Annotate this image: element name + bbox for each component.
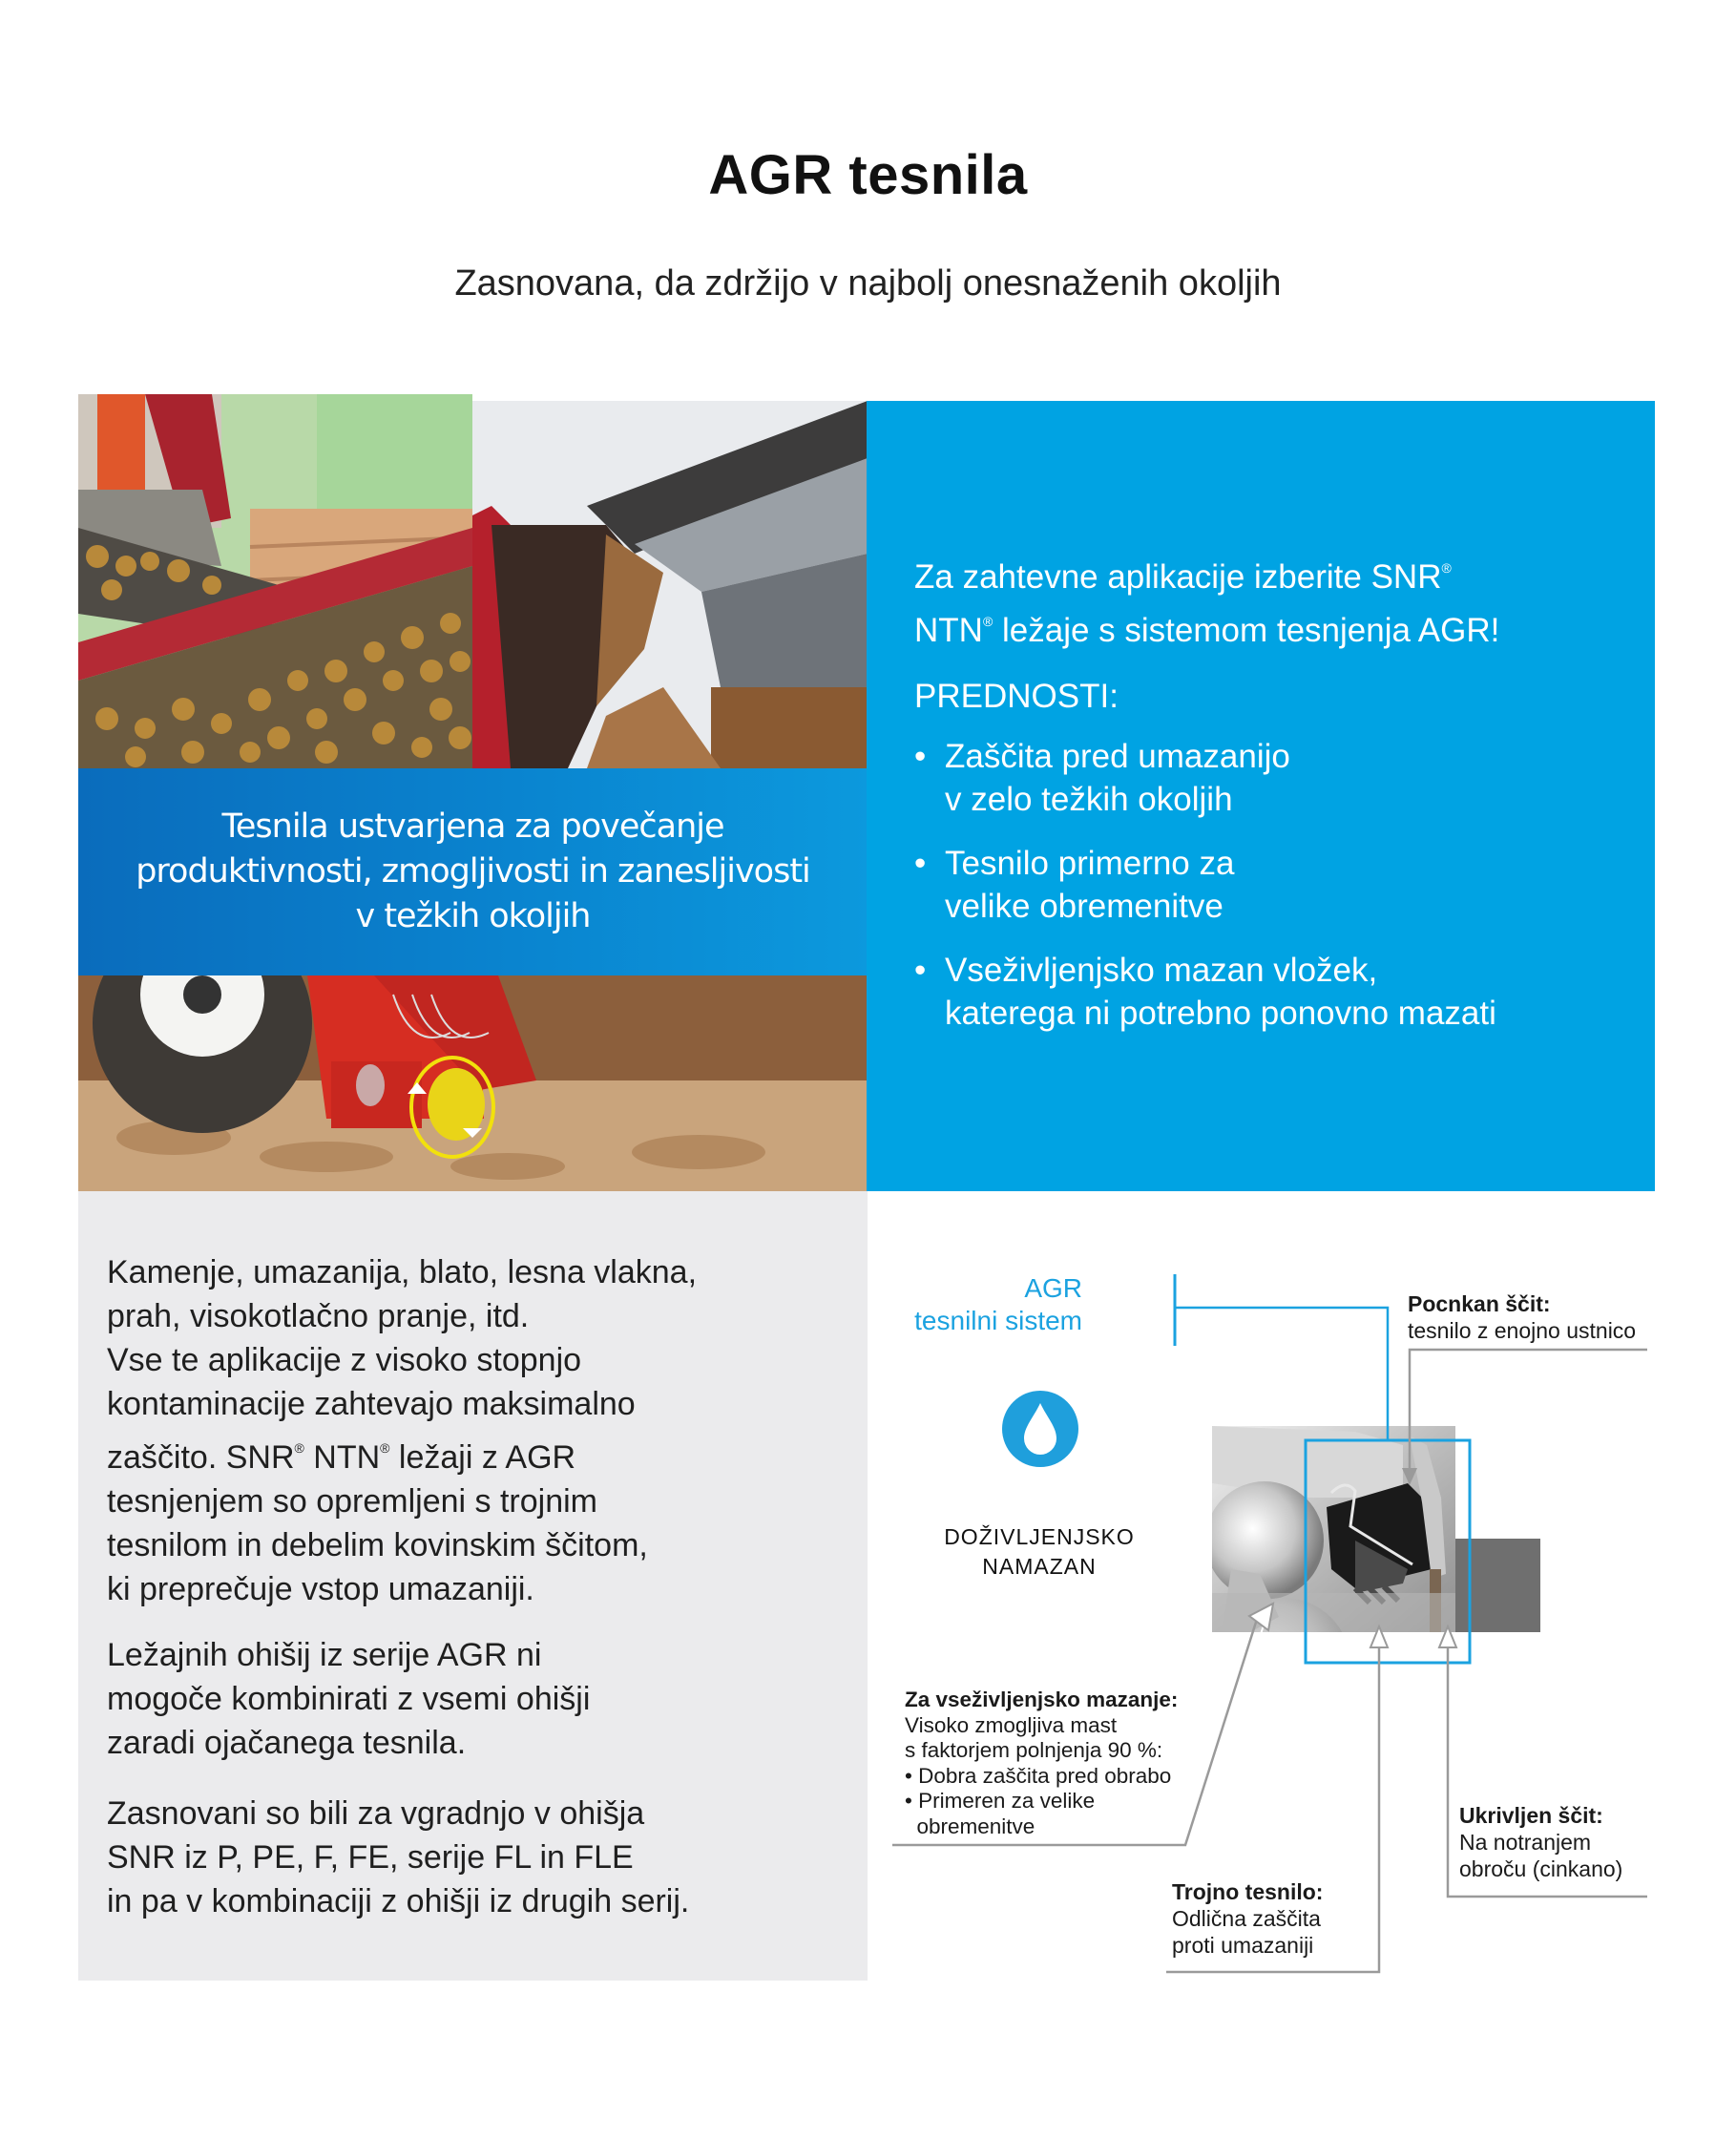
callout-line: • Primeren za velike (905, 1789, 1096, 1813)
registered-mark: ® (294, 1440, 304, 1456)
callout-galvanized-shield (1408, 1290, 1636, 1344)
seal-diagram (868, 1191, 1655, 2012)
callout-title: Za vseživljenjsko mazanje: (905, 1688, 1179, 1711)
benefits-heading: PREDNOSTI: (914, 678, 1119, 715)
benefit-item (914, 735, 1496, 821)
text-line: prah, visokotlačno pranje, itd. (107, 1298, 530, 1334)
callout-line: obroču (cinkano) (1459, 1856, 1623, 1881)
benefit-line: Tesnilo primerno za (945, 845, 1235, 882)
tractor-harrow-photo (78, 975, 868, 1191)
callout-line: Visoko zmogljiva mast (905, 1712, 1118, 1737)
intro-line: NTN (914, 612, 983, 649)
banner-text (136, 805, 810, 939)
callout-line: Na notranjem (1459, 1830, 1592, 1855)
bullet-icon: • (914, 952, 927, 989)
benefits-panel (867, 401, 1655, 1191)
wood-chip-conveyor-photo (472, 401, 868, 768)
callout-title: Ukrivljen ščit: (1459, 1803, 1603, 1828)
page-subtitle: Zasnovana, da zdržijo v najbolj onesnaženih okoljih (454, 263, 1282, 304)
callout-curved-shield (1459, 1802, 1622, 1882)
callout-line: tesnilo z enojno ustnico (1408, 1318, 1637, 1343)
text-line: Kamenje, umazanija, blato, lesna vlakna, (107, 1254, 698, 1290)
label-line: AGR (1024, 1273, 1082, 1303)
callout-title: Pocnkan ščit: (1408, 1291, 1551, 1316)
text-line: Zasnovani so bili za vgradnjo v ohišja (107, 1795, 645, 1832)
intro-line: ležaje s sistemom tesnjenja AGR! (993, 612, 1500, 649)
benefit-line: velike obremenitve (945, 888, 1224, 925)
banner-line: v težkih okoljih (355, 897, 591, 935)
lubricated-label (925, 1522, 1154, 1582)
callout-triple-seal (1172, 1878, 1323, 1959)
callout-line: obremenitve (905, 1814, 1035, 1838)
benefit-line: katerega ni potrebno ponovno mazati (945, 995, 1496, 1032)
registered-mark: ® (982, 614, 993, 629)
registered-mark: ® (1441, 560, 1452, 576)
callout-line: s faktorjem polnjenja 90 %: (905, 1738, 1163, 1762)
page-title: AGR tesnila (708, 144, 1028, 206)
benefit-line: v zelo težkih okoljih (945, 781, 1233, 818)
callout-line: proti umazaniji (1172, 1933, 1314, 1958)
label-line: DOŽIVLJENJSKO (944, 1524, 1135, 1549)
text-line: Ležajnih ohišij iz serije AGR ni (107, 1637, 542, 1673)
label-line: tesnilni sistem (914, 1306, 1082, 1335)
text-line: ki preprečuje vstop umazaniji. (107, 1571, 534, 1607)
callout-line: Odlična zaščita (1172, 1906, 1321, 1931)
text-line: Vse te aplikacije z visoko stopnjo (107, 1342, 582, 1378)
benefit-line: Zaščita pred umazanijo (945, 738, 1290, 775)
feature-banner (78, 768, 868, 975)
text-fragment: zaščito. SNR (107, 1439, 295, 1476)
benefit-line: Vseživljenjsko mazan vložek, (945, 952, 1378, 989)
benefits-intro (914, 546, 1499, 653)
description-paragraph (107, 1792, 689, 1923)
banner-line: Tesnila ustvarjena za povečanje (221, 807, 724, 846)
bullet-icon: • (914, 738, 927, 775)
text-line: mogoče kombinirati z vsemi ohišji (107, 1681, 591, 1717)
text-line: tesnilom in debelim kovinskim ščitom, (107, 1527, 648, 1563)
agr-system-label (834, 1272, 1082, 1337)
text-fragment: NTN (303, 1439, 381, 1476)
registered-mark: ® (380, 1440, 390, 1456)
mazanje-leader (1194, 1613, 1267, 1845)
text-line: zaradi ojačanega tesnila. (107, 1725, 467, 1761)
text-fragment: ležaji z AGR (389, 1439, 576, 1476)
potato-conveyor-photo (78, 394, 472, 768)
callout-line: • Dobra zaščita pred obrabo (905, 1763, 1172, 1788)
benefit-item (914, 842, 1496, 928)
text-line (107, 1426, 697, 1479)
benefit-item (914, 949, 1496, 1035)
text-line: SNR iz P, PE, F, FE, serije FL in FLE (107, 1839, 634, 1876)
bearing-cross-section (1212, 1426, 1540, 1632)
text-line: in pa v kombinaciji z ohišji iz drugih serij. (107, 1883, 690, 1919)
benefits-list (914, 735, 1496, 1056)
water-drop-icon (1002, 1391, 1078, 1467)
description-paragraph (107, 1250, 697, 1611)
text-line: kontaminacije zahtevajo maksimalno (107, 1386, 636, 1422)
callout-lifetime-lubrication (905, 1688, 1178, 1839)
banner-line: produktivnosti, zmogljivosti in zanesljivosti (136, 852, 810, 891)
intro-line: Za zahtevne aplikacije izberite SNR (914, 558, 1442, 596)
text-line: tesnjenjem so opremljeni s trojnim (107, 1483, 597, 1520)
callout-title: Trojno tesnilo: (1172, 1879, 1324, 1904)
description-paragraph (107, 1633, 590, 1765)
description-panel (78, 1191, 868, 1981)
label-line: NAMAZAN (982, 1554, 1097, 1579)
bullet-icon: • (914, 845, 927, 882)
agr-connector (1259, 1308, 1388, 1440)
